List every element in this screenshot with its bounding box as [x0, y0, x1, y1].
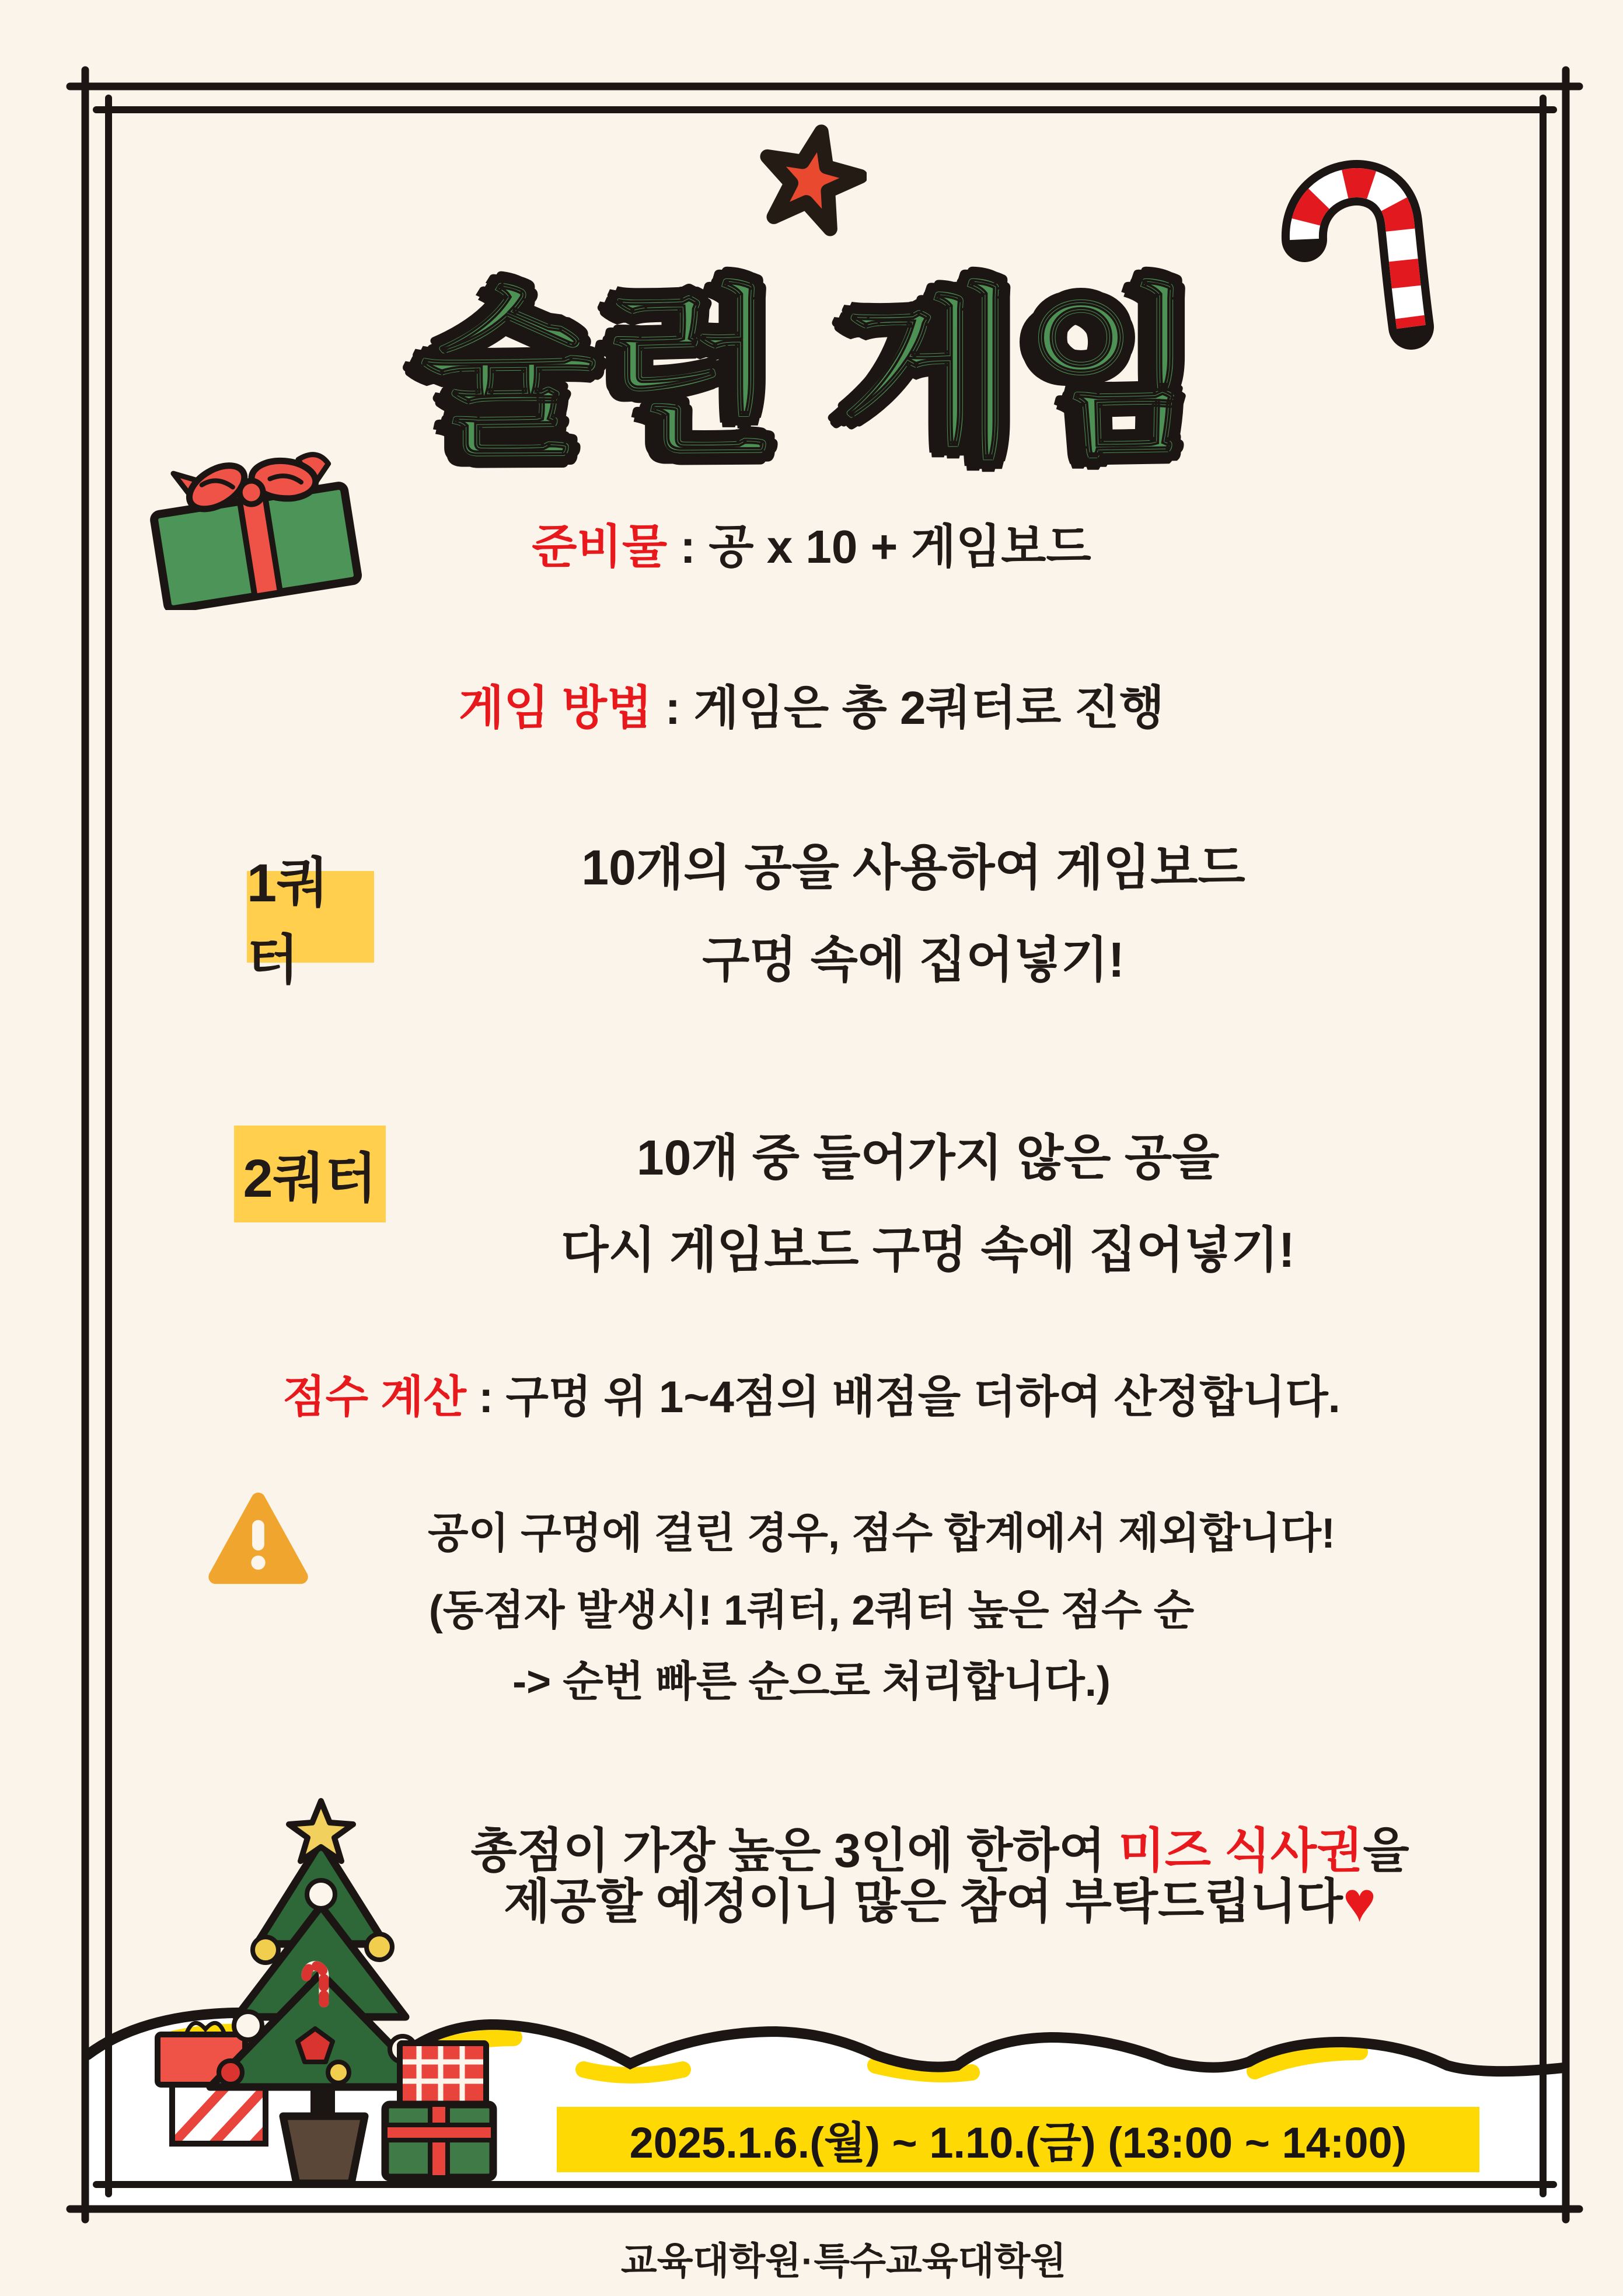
quarter2-line1: 10개 중 들어가지 않은 공을	[636, 1130, 1220, 1185]
scoring-value: : 구멍 위 1~4점의 배점을 더하여 산정합니다.	[466, 1372, 1341, 1422]
prize-line1-suffix: 을	[1363, 1824, 1409, 1877]
quarter2-line2: 다시 게임보드 구멍 속에 집어넣기!	[561, 1222, 1295, 1277]
poster-title: 슐런 게임	[418, 271, 1205, 478]
quarter1-text	[409, 822, 1418, 1006]
quarter1-badge: 1쿼터	[247, 871, 374, 963]
scoring-line	[0, 1361, 1623, 1425]
quarter1-line2: 구멍 속에 집어넣기!	[702, 932, 1125, 987]
prize-line2-text: 제공할 예정이니 많은 참여 부탁드립니다	[504, 1875, 1343, 1928]
quarter1-line1: 10개의 공을 사용하여 게임보드	[581, 840, 1245, 895]
schedule-bar	[557, 2107, 1479, 2172]
scoring-label: 점수 계산	[282, 1372, 466, 1422]
supplies-value: : 공 x 10 + 게임보드	[667, 521, 1091, 573]
heart-icon: ♥	[1342, 1871, 1376, 1933]
quarter2-text	[409, 1112, 1447, 1297]
prize-line1-prefix: 총점이 가장 높은 3인에 한하여	[470, 1824, 1119, 1877]
schedule-text: 2025.1.6.(월) ~ 1.10.(금) (13:00 ~ 14:00)	[629, 2119, 1407, 2167]
footer-text: 교육대학원·특수교육대학원	[620, 2240, 1067, 2282]
method-value: : 게임은 총 2쿼터로 진행	[652, 682, 1165, 734]
prize-highlight: 미즈 식사권	[1118, 1824, 1363, 1877]
warning-line3: -> 순번 빠른 순으로 처리합니다.)	[512, 1659, 1111, 1705]
method-label: 게임 방법	[458, 682, 652, 734]
method-line	[0, 670, 1623, 737]
supplies-line	[0, 509, 1623, 576]
warning-line1: 공이 구멍에 걸린 경우, 점수 합계에서 제외합니다!	[427, 1510, 1336, 1557]
warning-line2: (동점자 발생시! 1쿼터, 2쿼터 높은 점수 순	[428, 1587, 1195, 1634]
star-icon	[756, 123, 867, 236]
supplies-label: 준비물	[532, 521, 668, 573]
quarter2-badge: 2쿼터	[234, 1126, 386, 1222]
prize-line2	[257, 1863, 1623, 1935]
